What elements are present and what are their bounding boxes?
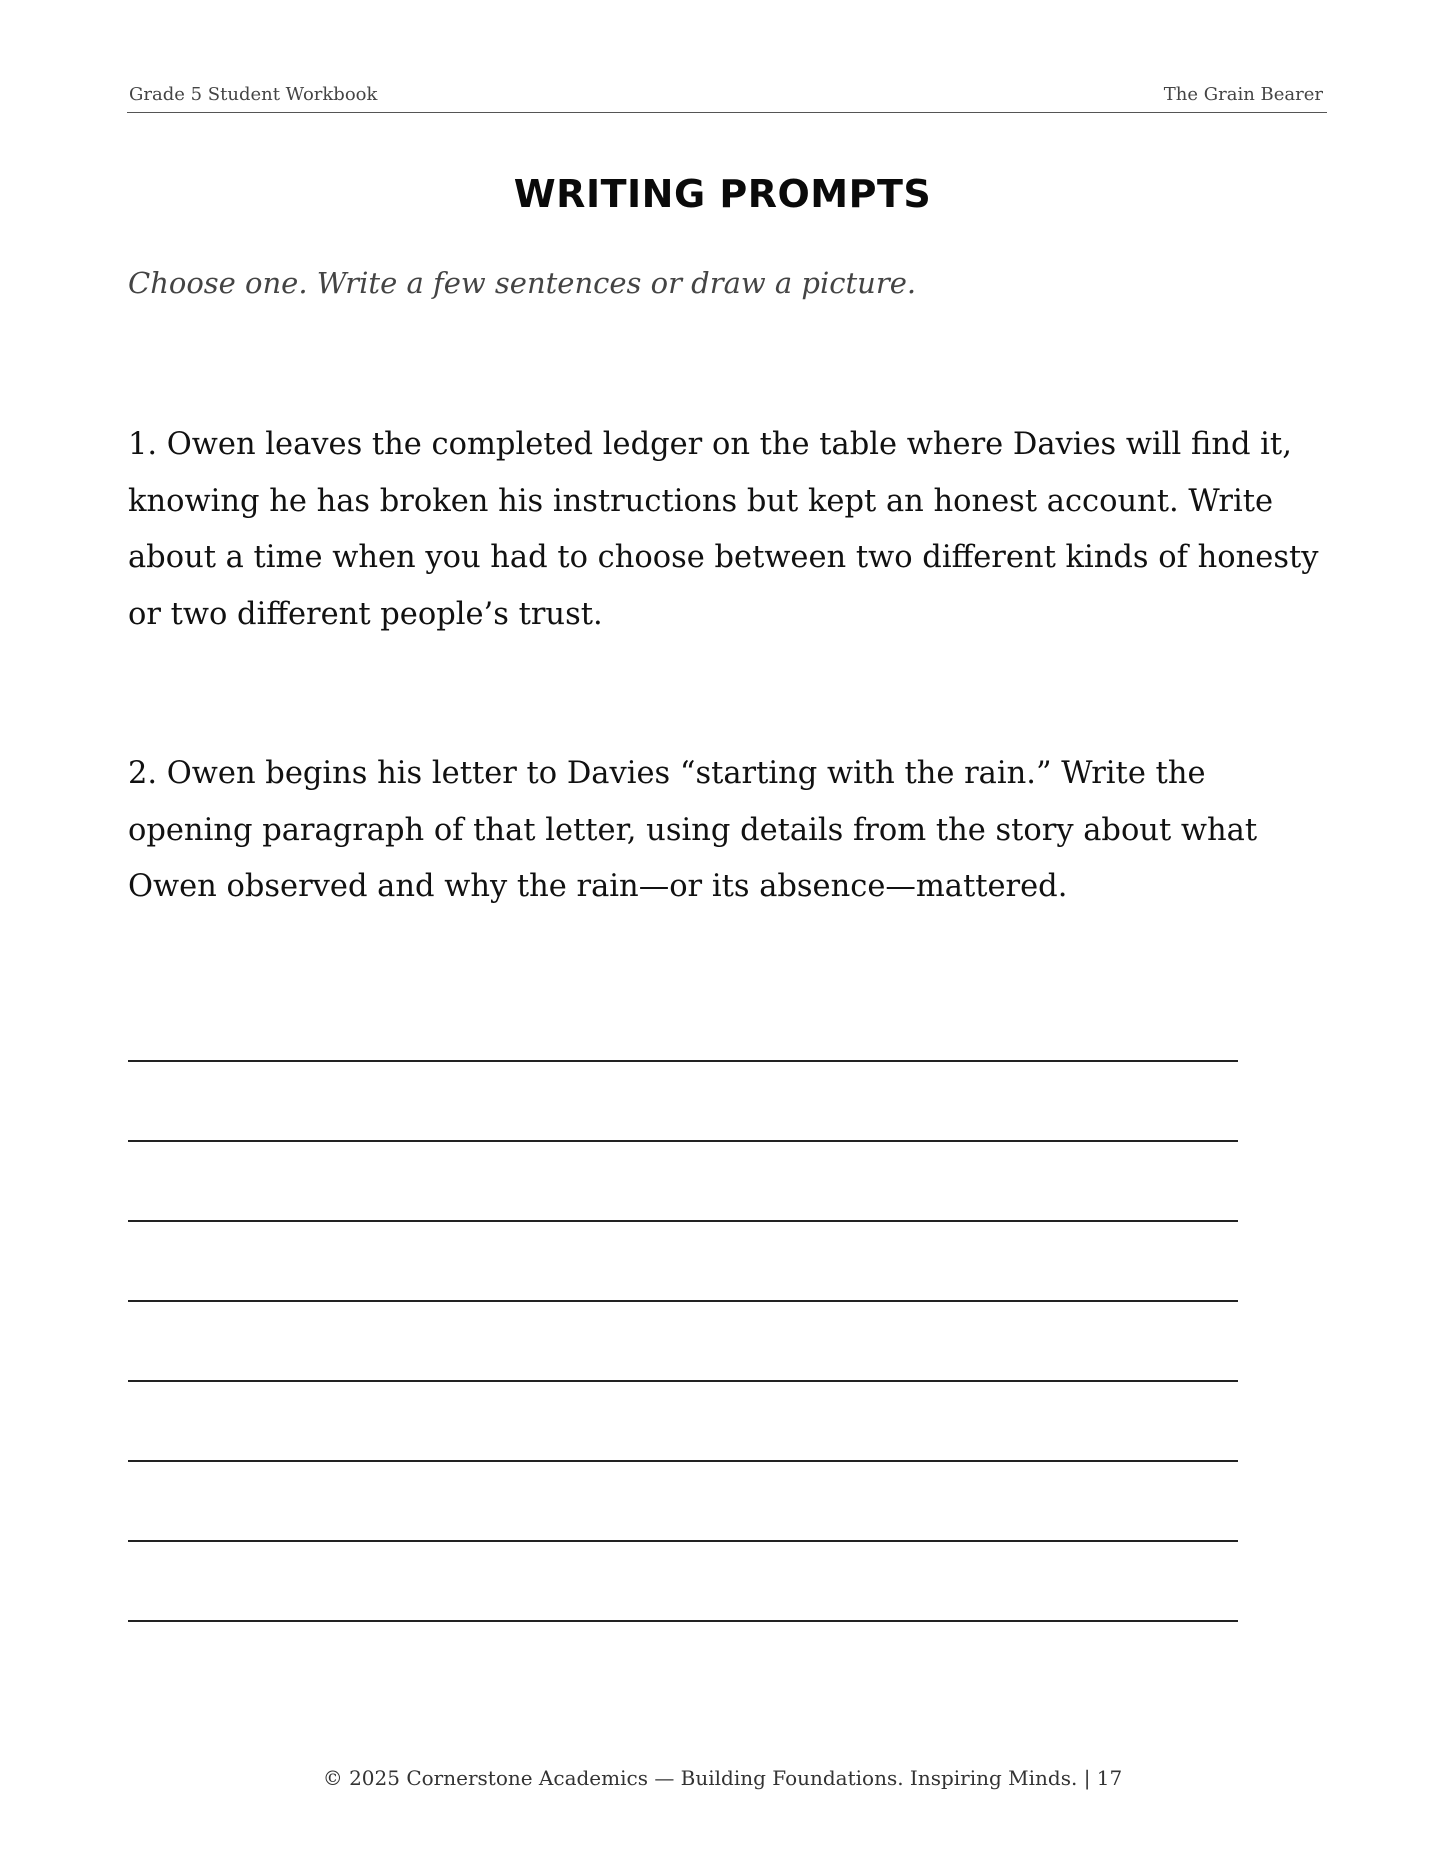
- running-header: [127, 82, 1327, 113]
- instructions-text: Choose one. Write a few sentences or draw a picture.: [128, 266, 917, 300]
- writing-line: [128, 1540, 1238, 1542]
- writing-line: [128, 1380, 1238, 1382]
- writing-line: [128, 1060, 1238, 1062]
- writing-line: [128, 1300, 1238, 1302]
- page-title: WRITING PROMPTS: [513, 172, 932, 216]
- header-story-title: The Grain Bearer: [1163, 84, 1323, 105]
- writing-line: [128, 1620, 1238, 1622]
- writing-prompt-2: 2. Owen begins his letter to Davies “starting with the rain.” Write the opening paragraph of that letter, using details from the story about what Owen observed and why the rain—or its absence—mattered.: [128, 756, 1258, 904]
- writing-line: [128, 1460, 1238, 1462]
- writing-line: [128, 1140, 1238, 1142]
- header-workbook-label: Grade 5 Student Workbook: [129, 84, 378, 105]
- page-footer: © 2025 Cornerstone Academics — Building Foundations. Inspiring Minds. | 17: [322, 1766, 1123, 1790]
- writing-line: [128, 1220, 1238, 1222]
- writing-prompt-1: 1. Owen leaves the completed ledger on the table where Davies will find it, knowing he has broken his instructions but kept an honest account. Write about a time when you had to choose between two different kinds of honesty or two different people’s trust.: [128, 427, 1319, 632]
